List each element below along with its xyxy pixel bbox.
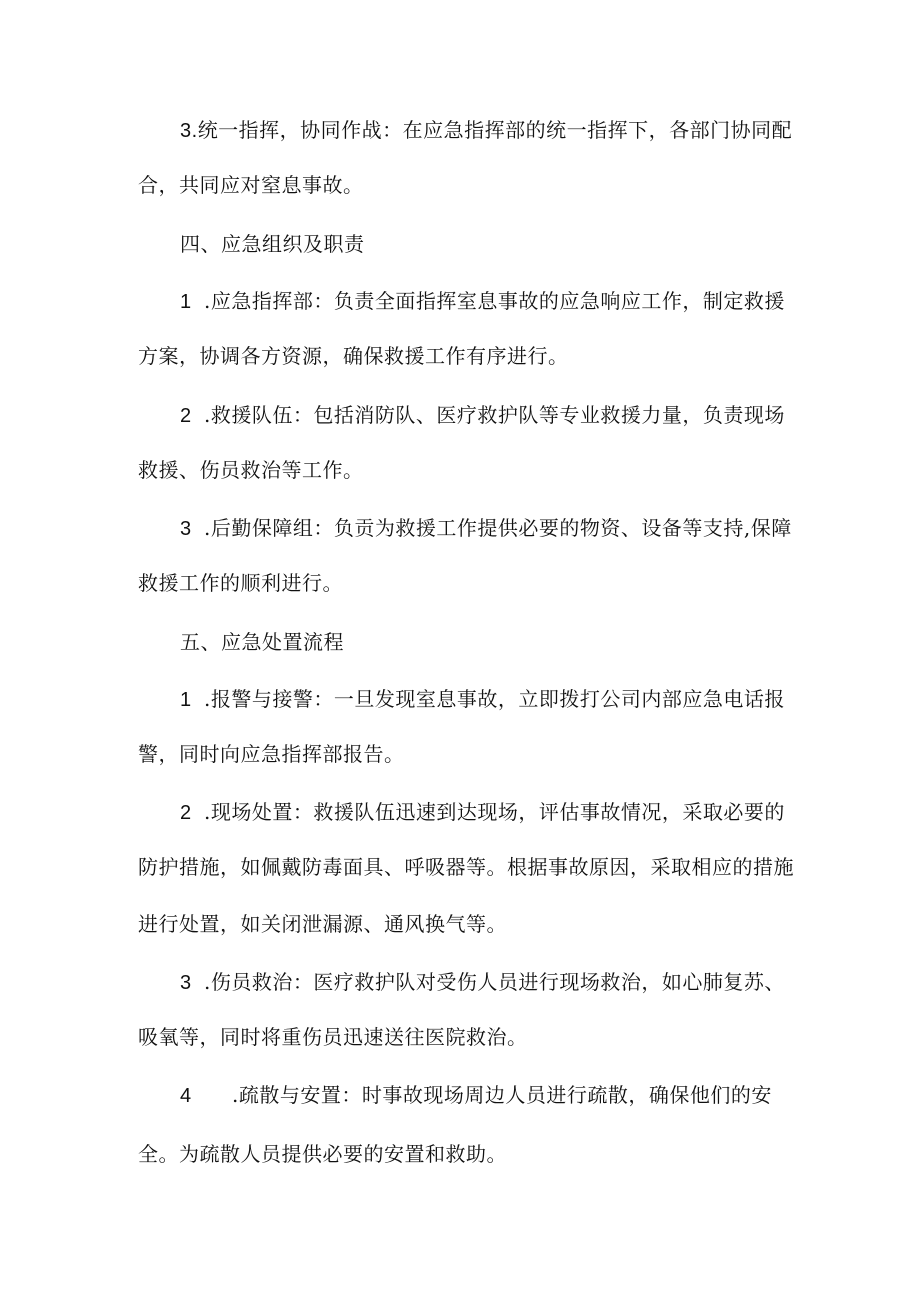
item-number: 1 [180,689,192,711]
paragraph-text: 防护措施，如佩戴防毒面具、呼吸器等。根据事故原因，采取相应的措施 [138,855,794,879]
paragraph-text: .救援队伍：包括消防队、医疗救护队等专业救援力量，负责现场 [204,403,785,427]
paragraph-text: .伤员救治：医疗救护队对受伤人员进行现场救治，如心肺复苏、 [204,970,785,994]
paragraph-text: 方案，协调各方资源，确保救援工作有序进行。 [138,344,569,368]
paragraph-line [180,685,785,714]
heading-text: 五、应急处置流程 [180,630,344,654]
paragraph-line [138,910,507,938]
paragraph-line [180,514,792,543]
paragraph-line [180,401,785,430]
paragraph-line [180,1081,772,1110]
section-heading [180,230,365,258]
paragraph-text: .后勤保障组：负贡为救援工作提供必要的物资、设备等支持,保障 [204,516,792,540]
paragraph-line [138,342,569,370]
paragraph-line [138,1023,528,1051]
item-number: 4 [180,1085,192,1107]
heading-text: 四、应急组织及职责 [180,232,365,256]
paragraph-text: 合，共同应对窒息事故。 [138,173,364,197]
paragraph-line [138,456,364,484]
paragraph-text: 全。为疏散人员提供必要的安置和救助。 [138,1142,507,1166]
paragraph-text: 统一指挥，协同作战：在应急指挥部的统一指挥下，各部门协同配 [197,118,793,142]
paragraph-text: 进行处置，如关闭泄漏源、通风换气等。 [138,912,507,936]
paragraph-text: .报警与接警：一旦发现室息事故，立即拨打公司内部应急电话报 [204,687,785,711]
paragraph-line [138,1140,507,1168]
paragraph-line [180,968,785,997]
paragraph-text: 警，同时向应急指挥部报告。 [138,742,405,766]
paragraph-line [138,740,405,768]
item-number: 3. [180,120,198,142]
paragraph-text: 吸氧等，同时将重伤员迅速送往医院救治。 [138,1025,528,1049]
paragraph-line [180,287,785,316]
paragraph-line [180,798,785,827]
paragraph-text: .现场处置：救援队伍迅速到达现场，评估事故情况，采取必要的 [204,800,785,824]
item-number: 3 [180,518,192,540]
item-number: 1 [180,291,192,313]
paragraph-text: .疏散与安置：时事故现场周边人员进行疏散，确保他们的安 [232,1083,772,1107]
paragraph-text: 救援、伤员救治等工作。 [138,458,364,482]
paragraph-line [138,569,343,597]
item-number: 2 [180,802,192,824]
paragraph-line [180,116,792,145]
item-number: 3 [180,972,192,994]
paragraph-line [138,853,794,881]
section-heading [180,628,344,656]
paragraph-text: 救援工作的顺利进行。 [138,571,343,595]
paragraph-line [138,171,364,199]
item-number: 2 [180,405,192,427]
paragraph-text: .应急指挥部：负责全面指挥室息事故的应急响应工作，制定救援 [204,289,785,313]
